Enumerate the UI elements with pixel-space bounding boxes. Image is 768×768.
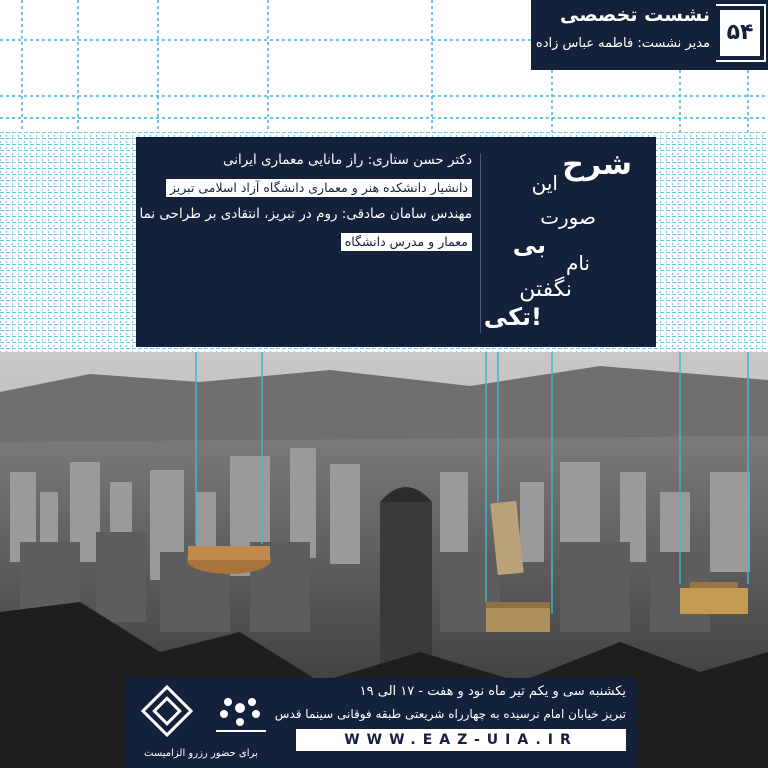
topic-word-1: شرح: [562, 147, 632, 182]
topic-title: [483, 147, 642, 331]
speaker-list: [139, 151, 472, 259]
speaker-1-affiliation: دانشیار دانشکده هنر و معماری دانشگاه آزاد اسلامی تبریز: [166, 179, 472, 197]
speaker-2-title: مهندس سامان صادقی: روم در تبریز، انتقادی بر طراحی نما: [139, 206, 472, 222]
logo-caption: برای حضور رزرو الزامیست: [144, 748, 258, 759]
website-link[interactable]: WWW.EAZ-UIA.IR: [296, 729, 626, 751]
speaker-1-title: دکتر حسن ستاری: راز مانایی معماری ایرانی: [223, 152, 472, 168]
moderator-name: مدیر نشست: فاطمه عباس زاده: [535, 36, 710, 51]
event-date: یکشنبه سی و یکم تیر ماه نود و هفت - ۱۷ الی ۱۹: [359, 684, 626, 699]
series-title: نشست تخصصی: [559, 4, 710, 26]
divider-line: [480, 153, 481, 333]
topic-word-2: این: [531, 171, 558, 195]
topic-word-3: صورت: [540, 205, 596, 229]
speakers-panel: [136, 137, 656, 347]
speaker-2-affiliation: معمار و مدرس دانشگاه: [341, 233, 472, 251]
organizer-logos: [136, 684, 296, 762]
session-header: [531, 0, 768, 70]
topic-word-4: بی: [512, 231, 546, 259]
event-details: [274, 684, 626, 751]
event-address: تبریز خیابان امام نرسیده به چهارراه شریعتی طبقه فوقانی سینما قدس: [274, 707, 626, 721]
session-number: ۵۴: [720, 10, 760, 56]
topic-word-6: نگفتن: [519, 277, 572, 302]
topic-word-7: تکی!: [483, 303, 542, 331]
topic-word-5: نام: [565, 251, 590, 275]
logo-icons: [136, 684, 296, 744]
event-footer: [126, 678, 638, 768]
